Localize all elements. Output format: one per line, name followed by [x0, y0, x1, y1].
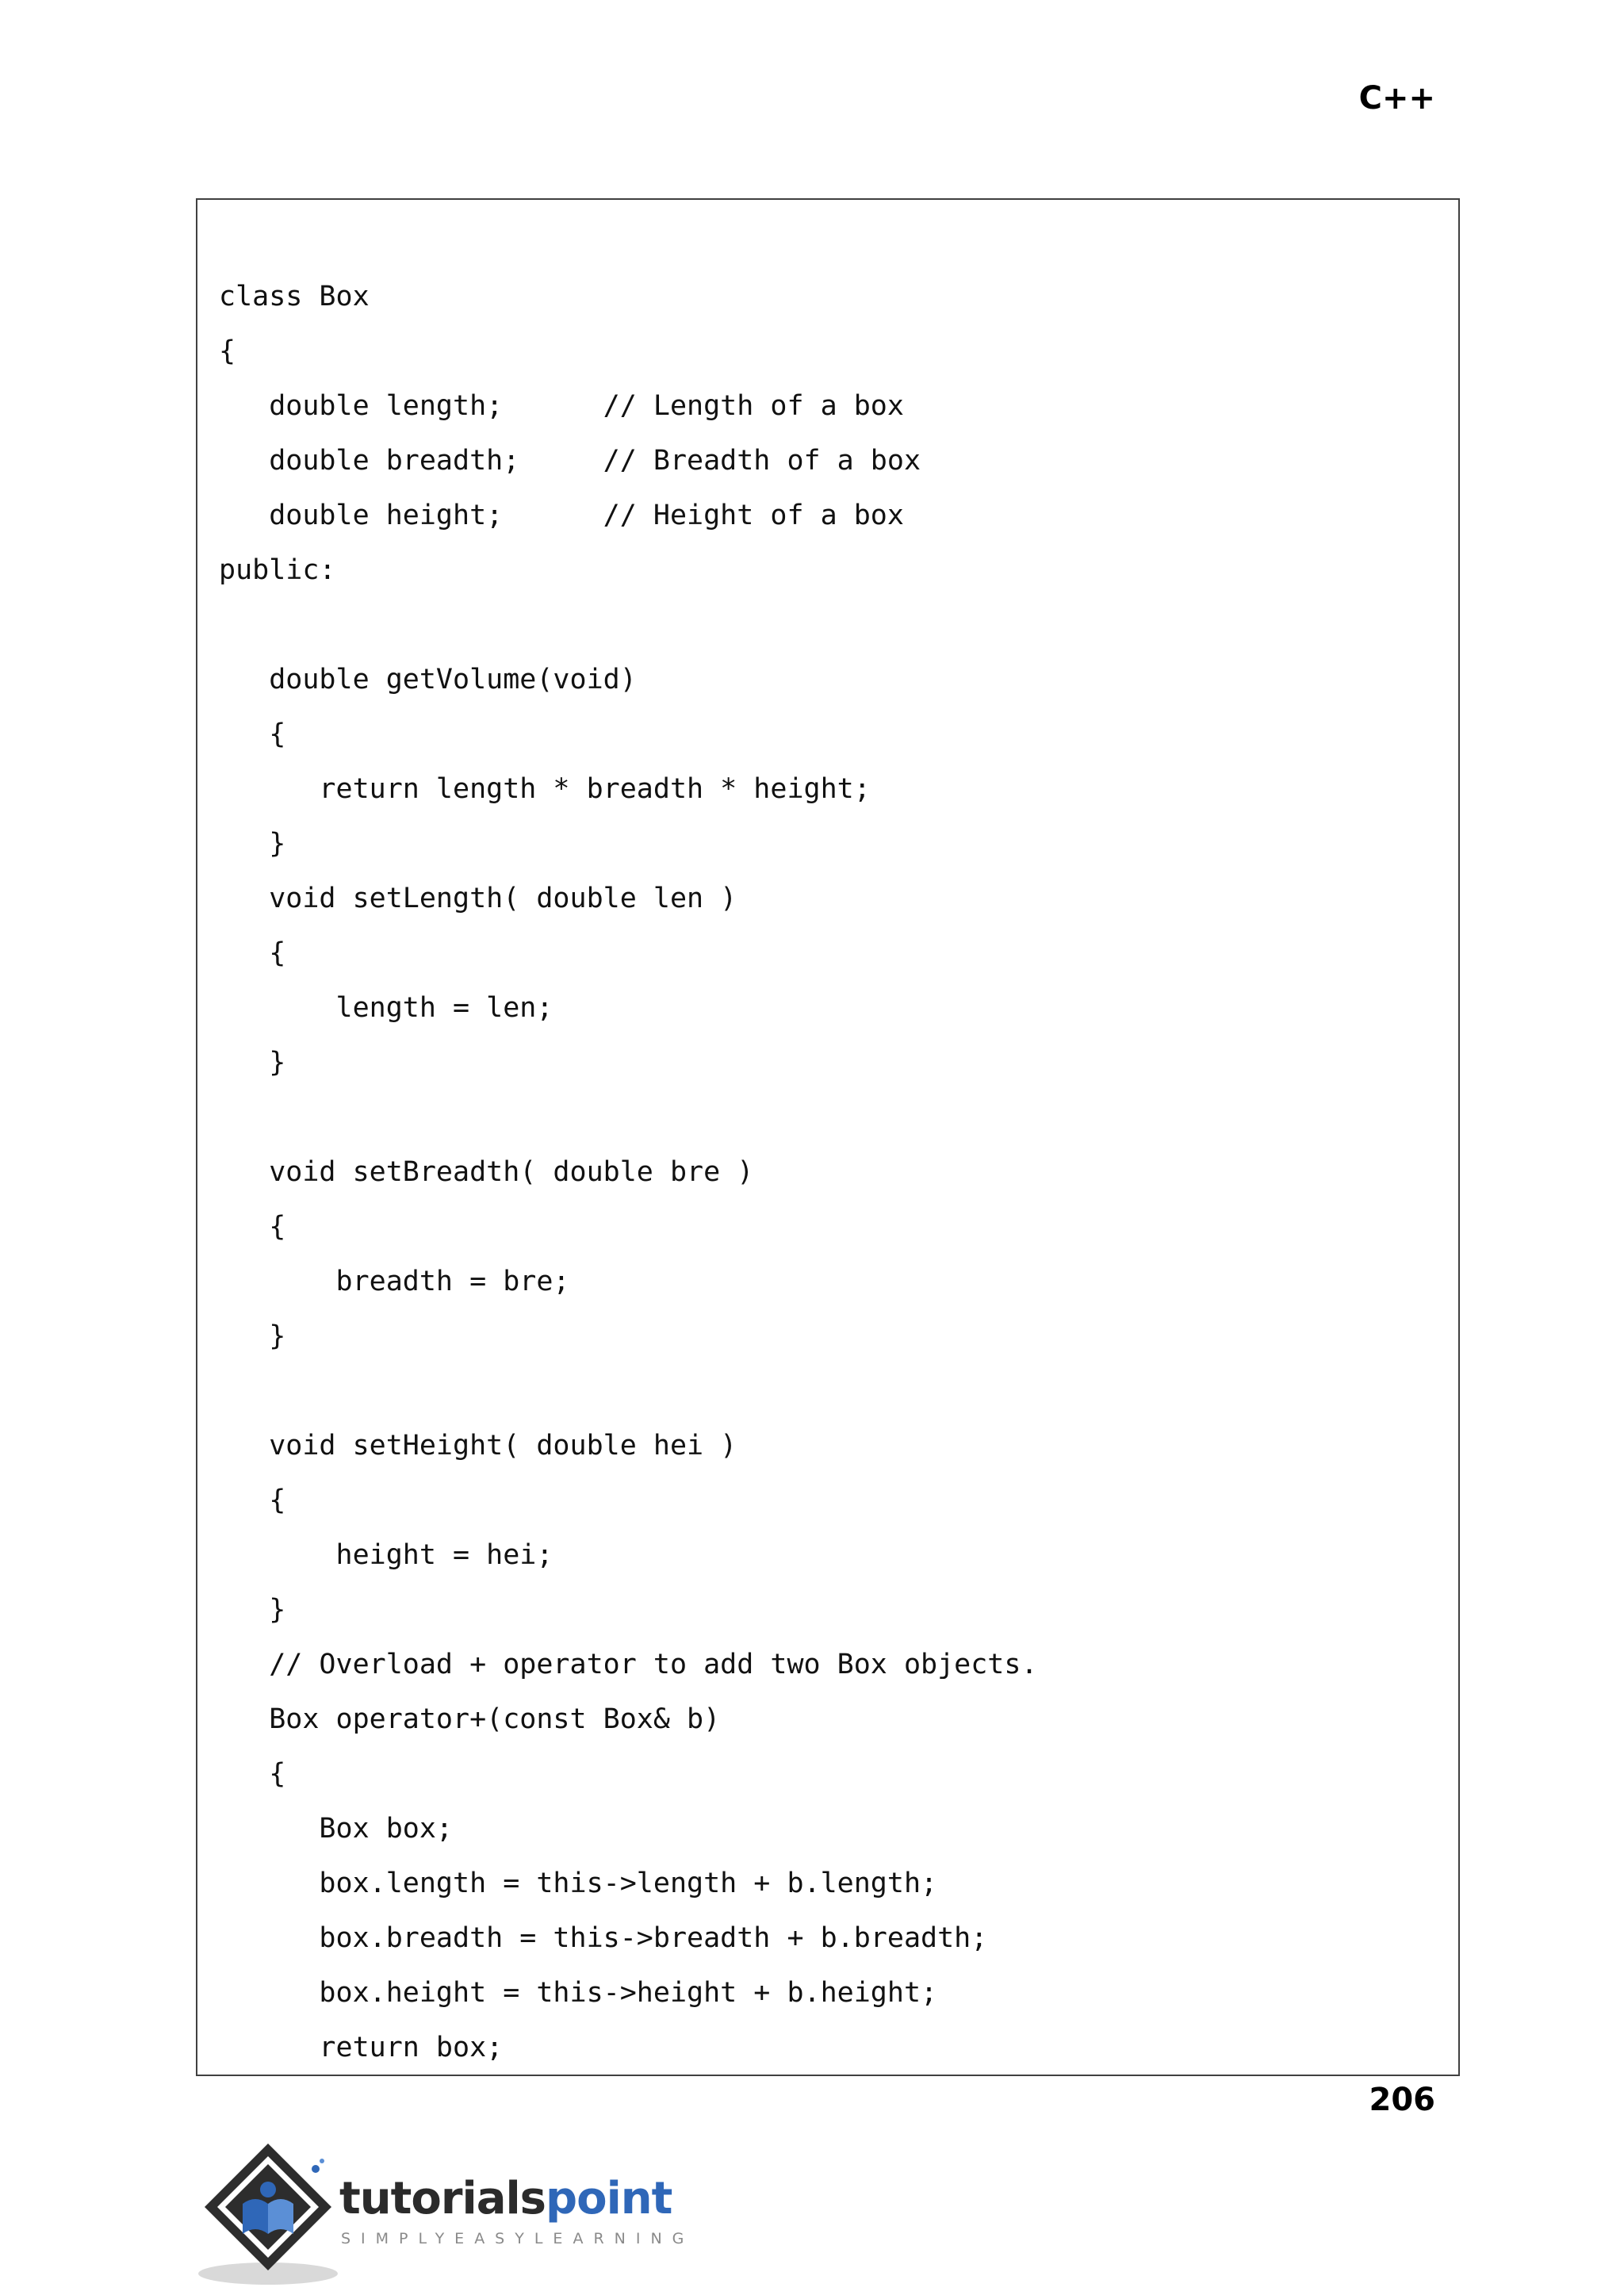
code-line: }	[219, 1320, 286, 1352]
logo-word-tutorials: tutorials	[339, 2173, 546, 2224]
code-line: {	[219, 718, 286, 750]
code-line: void setLength( double len )	[219, 883, 737, 914]
logo-wordmark	[339, 2175, 672, 2223]
code-line: void setBreadth( double bre )	[219, 1156, 754, 1188]
code-line: Box box;	[219, 1813, 454, 1845]
logo-diamond-icon	[197, 2137, 339, 2288]
logo-tagline: SIMPLYEASYLEARNING	[341, 2230, 695, 2247]
code-line: return box;	[219, 2032, 504, 2063]
code-line: {	[219, 335, 236, 367]
code-line: }	[219, 1594, 286, 1626]
code-line: return length * breadth * height;	[219, 773, 871, 805]
code-line: {	[219, 1211, 286, 1243]
code-line: double breadth; // Breadth of a box	[219, 445, 921, 477]
code-line: {	[219, 1758, 286, 1790]
code-line: box.breadth = this->breadth + b.breadth;	[219, 1922, 988, 1954]
code-line: double getVolume(void)	[219, 664, 637, 695]
code-line: double length; // Length of a box	[219, 390, 904, 422]
code-line: box.length = this->length + b.length;	[219, 1868, 938, 1899]
code-line: height = hei;	[219, 1539, 553, 1571]
code-line: double height; // Height of a box	[219, 500, 904, 531]
code-line: class Box	[219, 281, 370, 312]
code-line: breadth = bre;	[219, 1266, 570, 1297]
code-line: }	[219, 1047, 286, 1079]
code-line	[219, 1364, 1038, 1419]
code-line	[219, 1090, 1038, 1145]
code-line: // Overload + operator to add two Box objects.	[219, 1649, 1038, 1680]
code-line: {	[219, 937, 286, 969]
code-line: box.height = this->height + b.height;	[219, 1977, 938, 2009]
code-line	[219, 598, 1038, 653]
logo-word-point: point	[546, 2173, 672, 2224]
code-line: void setHeight( double hei )	[219, 1430, 737, 1462]
page-header-title: C++	[1358, 80, 1435, 117]
code-block	[196, 198, 1460, 2076]
code-lines	[219, 270, 1038, 2075]
code-line: public:	[219, 554, 336, 586]
code-line: {	[219, 1485, 286, 1516]
code-line: length = len;	[219, 992, 553, 1024]
code-line: }	[219, 828, 286, 860]
page-number: 206	[1369, 2082, 1435, 2118]
tutorialspoint-logo	[197, 2137, 695, 2288]
code-line: Box operator+(const Box& b)	[219, 1703, 721, 1735]
